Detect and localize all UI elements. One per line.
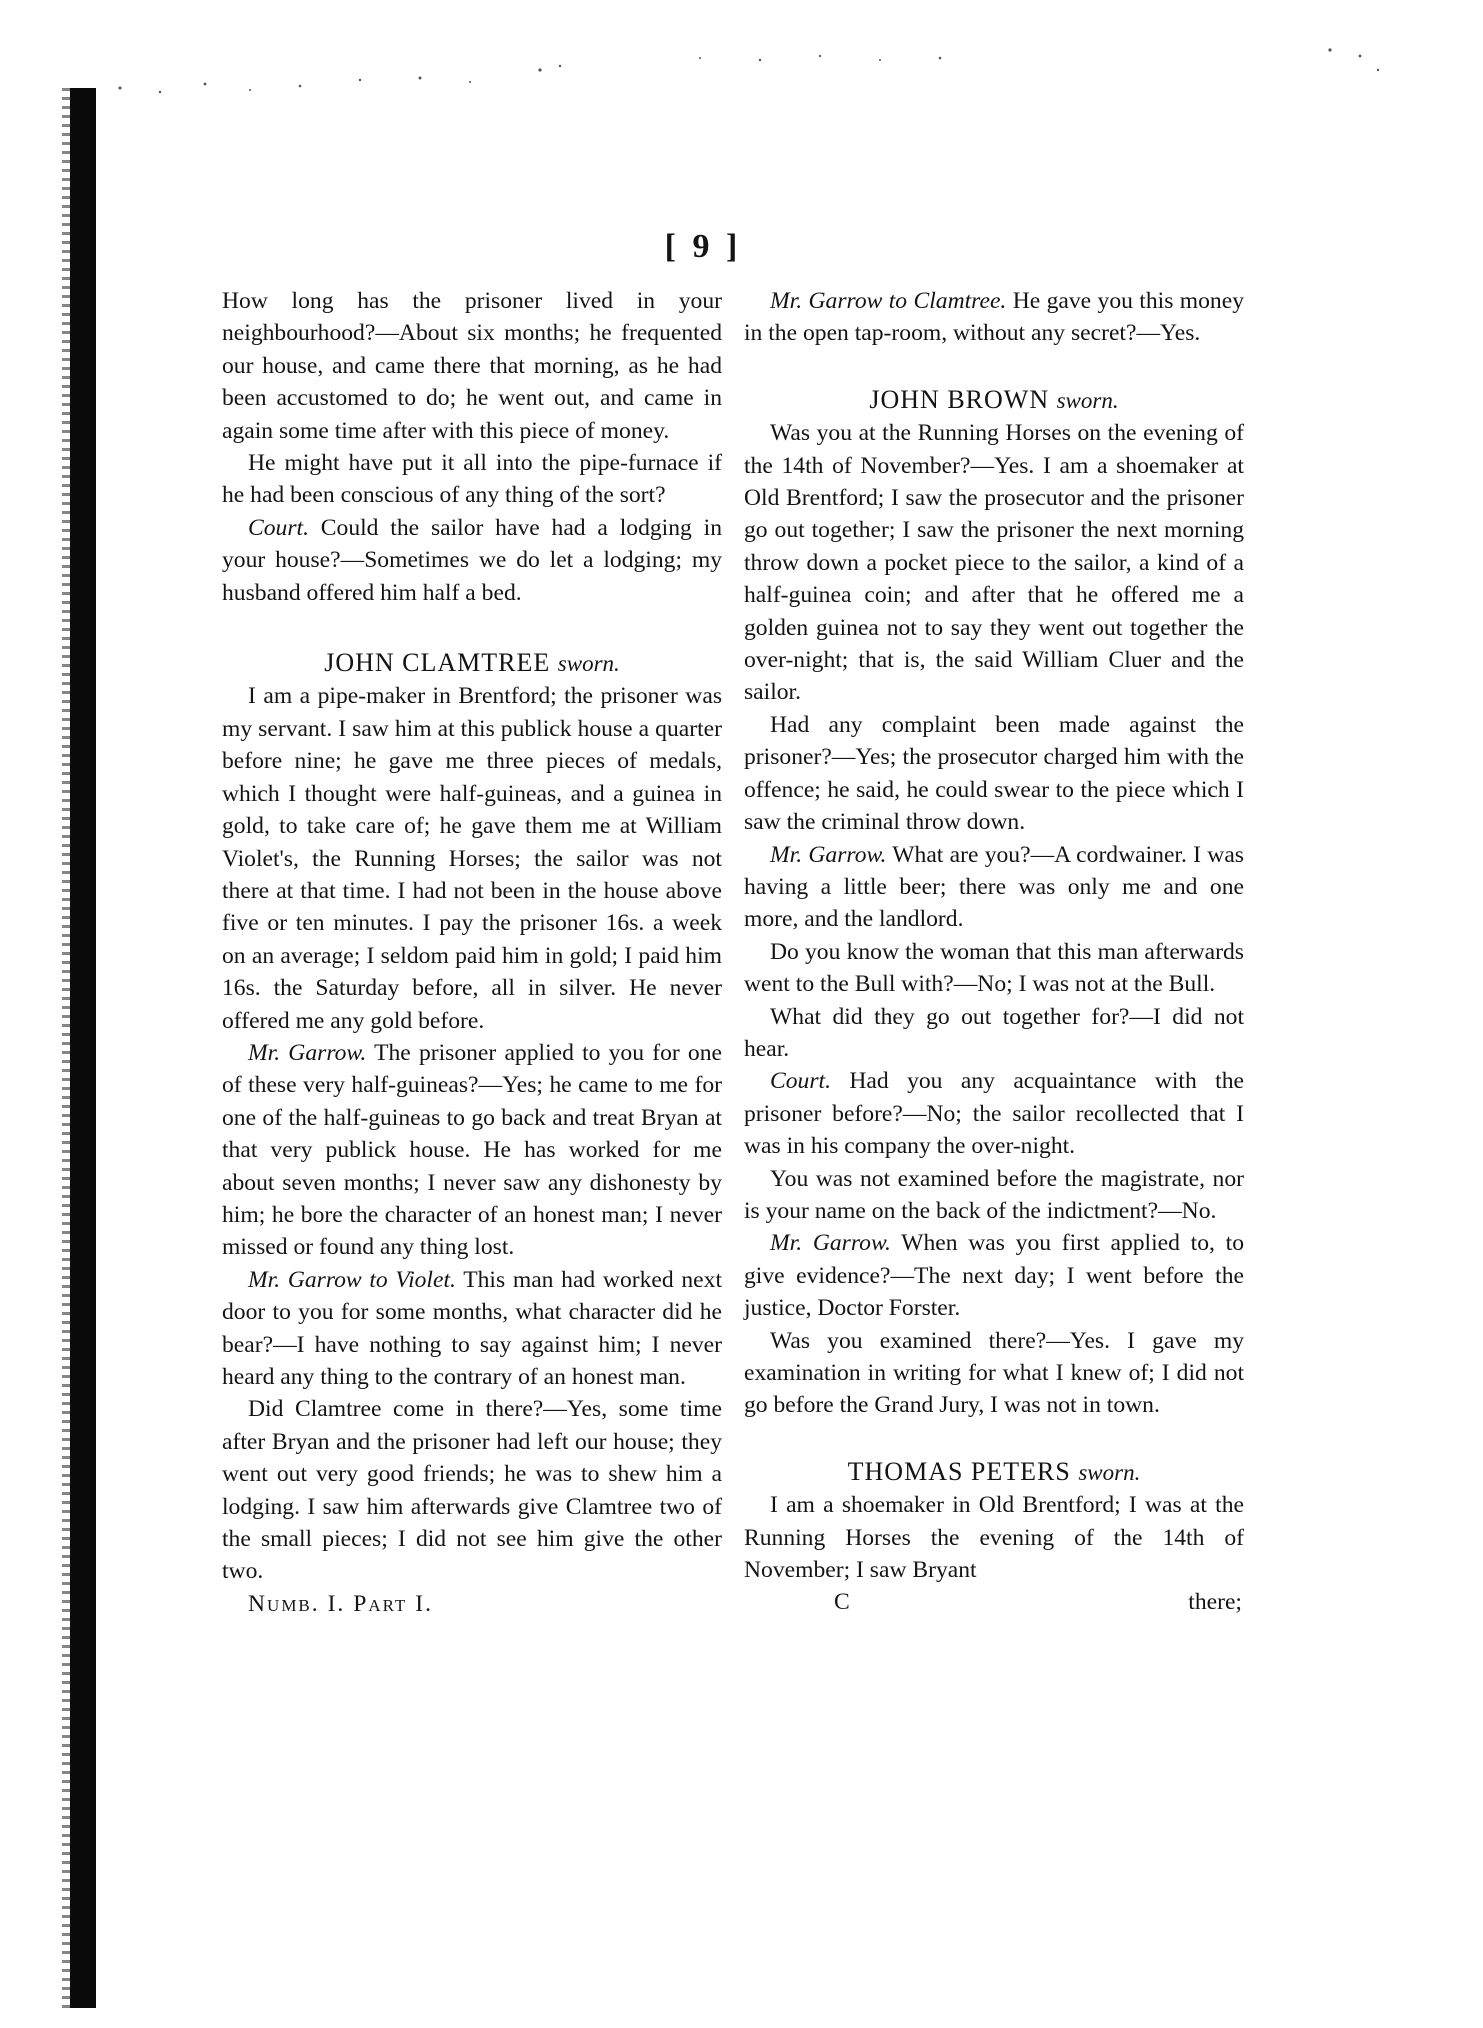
left-paragraph-2: He might have put it all into the pipe-furnace if he had been conscious of any thing of the sort? xyxy=(222,450,722,509)
witness-name: JOHN BROWN xyxy=(869,384,1050,414)
right-paragraph-11: I am a shoemaker in Old Brentford; I was at the Running Horses the evening of the 14th of November; I saw Bryant xyxy=(744,1492,1244,1584)
right-paragraph-2: Was you at the Running Horses on the evening of the 14th of November?—Yes. I am a shoemaker at Old Brentford; I saw the prosecutor and the prisoner go out together; I saw the prisoner the next morning throw down a pocket piece to the sailor, a kind of a half-guinea coin; and after that he offered me a golden guinea not to say they went out together the over-night; that is, the said William Cluer and the sailor. xyxy=(744,420,1244,706)
testimony-text: Had you any acquaintance with the prisoner before?—No; the sailor recollected that I was in his company the over-night. xyxy=(744,1068,1245,1160)
left-paragraph-1: How long has the prisoner lived in your neighbourhood?—About six months; he frequented our house, and came there that morning, as he had been accustomed to do; he went out, and came in again some time after with this piece of money. xyxy=(222,288,722,444)
right-paragraph-4 xyxy=(744,839,1244,936)
sworn-label: sworn. xyxy=(1078,1459,1141,1485)
catchword: there; xyxy=(1188,1589,1242,1616)
binding-spine-shadow xyxy=(70,88,96,2008)
left-paragraph-6 xyxy=(222,1264,722,1394)
catchword-line xyxy=(744,1586,1244,1618)
speaker-label: Mr. Garrow to Clamtree. xyxy=(770,288,1007,314)
gathering-signature: C xyxy=(834,1589,850,1616)
signature-mark: Numb. I. Part I. xyxy=(248,1590,433,1617)
speaker-label: Mr. Garrow. xyxy=(770,1230,891,1257)
right-paragraph-6: What did they go out together for?—I did not hear. xyxy=(744,1003,1244,1062)
right-column xyxy=(744,285,1244,1619)
left-paragraph-7: Did Clamtree come in there?—Yes, some time after Bryan and the prisoner had left our house; they went out very good friends; he was to shew him a lodging. I saw him afterwards give Clamtree two of the small pieces; I did not see him give the other two. xyxy=(222,1396,722,1585)
speaker-label: Court. xyxy=(248,514,309,541)
speaker-label: Court. xyxy=(770,1068,831,1095)
testimony-text: He gave you this money in the open tap-room, without any secret?—Yes. xyxy=(744,288,1244,347)
left-paragraph-3 xyxy=(222,512,722,609)
speaker-label: Mr. Garrow. xyxy=(770,841,887,868)
sworn-label: sworn. xyxy=(557,651,620,677)
scan-noise xyxy=(0,0,1483,140)
right-paragraph-1 xyxy=(744,285,1244,350)
speaker-label: Mr. Garrow to Violet. xyxy=(248,1266,456,1293)
witness-name: JOHN CLAMTREE xyxy=(324,648,551,678)
right-paragraph-7 xyxy=(744,1065,1244,1162)
testimony-text: What are you?—A cordwainer. I was having a little beer; there was only me and one more, and the landlord. xyxy=(744,841,1244,933)
right-paragraph-3: Had any complaint been made against the prisoner?—Yes; the prosecutor charged him with the offence; he said, he could swear to the piece which I saw the criminal throw down. xyxy=(744,711,1244,836)
right-paragraph-8: You was not examined before the magistrate, nor is your name on the back of the indictment?—No. xyxy=(744,1165,1244,1224)
sworn-label: sworn. xyxy=(1056,387,1119,413)
witness-name: THOMAS PETERS xyxy=(847,1456,1071,1486)
testimony-text: Could the sailor have had a lodging in your house?—Sometimes we do let a lodging; my husband offered him half a bed. xyxy=(222,514,722,606)
left-paragraph-4: I am a pipe-maker in Brentford; the prisoner was my servant. I saw him at this publick house a quarter before nine; he gave me three pieces of medals, which I thought were half-guineas, and a guinea in gold, to take care of; he gave them me at William Violet's, the Running Horses; the sailor was not there at that time. I had not been in the house above five or ten minutes. I pay the prisoner 16s. a week on an average; I seldom paid him in gold; I paid him 16s. the Saturday before, all in silver. He never offered me any gold before. xyxy=(222,683,722,1034)
left-column xyxy=(222,285,722,1620)
right-paragraph-10: Was you examined there?—Yes. I gave my examination in writing for what I knew of; I did not go before the Grand Jury, I was not in town. xyxy=(744,1327,1244,1419)
witness-heading-peters xyxy=(744,1456,1244,1489)
right-paragraph-9 xyxy=(744,1227,1244,1324)
page-number: [ 9 ] xyxy=(664,228,742,265)
right-paragraph-5: Do you know the woman that this man afterwards went to the Bull with?—No; I was not at the Bull. xyxy=(744,938,1244,998)
witness-heading-brown xyxy=(744,384,1244,417)
testimony-text: This man had worked next door to you for some months, what character did he bear?—I have nothing to say against him; I never heard any thing to the contrary of an honest man. xyxy=(222,1266,723,1390)
testimony-text: The prisoner applied to you for one of these very half-guineas?—Yes; he came to me for one of the half-guineas to go back and treat Bryan at that very publick house. He has worked for me about seven months; I never saw any dishonesty by him; he bore the character of an honest man; I never missed or found any thing lost. xyxy=(222,1039,722,1261)
speaker-label: Mr. Garrow. xyxy=(248,1039,367,1066)
left-paragraph-5 xyxy=(222,1037,722,1264)
witness-heading-clamtree xyxy=(222,647,722,680)
testimony-text: When was you first applied to, to give evidence?—The next day; I went before the justice, Doctor Forster. xyxy=(744,1230,1244,1322)
